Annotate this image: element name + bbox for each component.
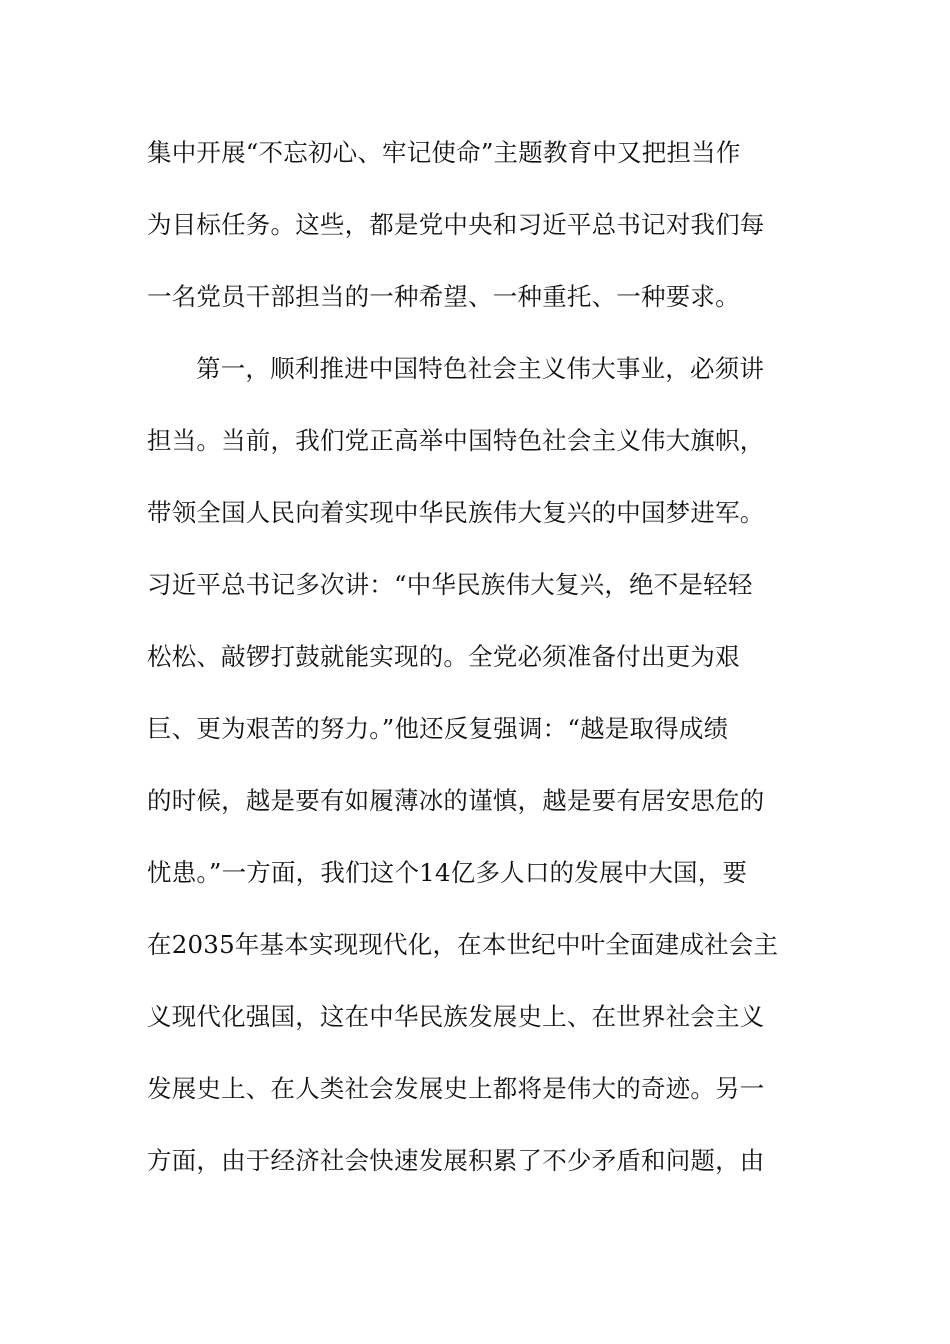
text-line: 松松、敲锣打鼓就能实现的。全党必须准备付出更为艰 <box>147 642 740 671</box>
text-line: 习近平总书记多次讲：“中华民族伟大复兴，绝不是轻轻 <box>147 570 753 599</box>
text-line: 为目标任务。这些，都是党中央和习近平总书记对我们每 <box>147 210 765 239</box>
text-line: 的时候，越是要有如履薄冰的谨慎，越是要有居安思危的 <box>147 786 765 815</box>
text-line: 巨、更为艰苦的努力。”他还反复强调：“越是取得成绩 <box>147 714 729 743</box>
text-line: 一名党员干部担当的一种希望、一种重托、一种要求。 <box>147 282 740 311</box>
text-line: 发展史上、在人类社会发展史上都将是伟大的奇迹。另一 <box>147 1074 765 1103</box>
text-line: 方面，由于经济社会快速发展积累了不少矛盾和问题，由 <box>147 1146 765 1175</box>
text-line: 忧患。”一方面，我们这个14亿多人口的发展中大国，要 <box>147 858 748 887</box>
text-line: 带领全国人民向着实现中华民族伟大复兴的中国梦进军。 <box>147 498 765 527</box>
body-text <box>147 126 807 1206</box>
text-line: 集中开展“不忘初心、牢记使命”主题教育中又把担当作 <box>147 138 741 167</box>
text-line: 义现代化强国，这在中华民族发展史上、在世界社会主义 <box>147 1002 765 1031</box>
text-line: 担当。当前，我们党正高举中国特色社会主义伟大旗帜， <box>147 426 765 455</box>
text-line: 在2035年基本实现现代化，在本世纪中叶全面建成社会主 <box>147 930 779 959</box>
paragraph-first-line: 第一，顺利推进中国特色社会主义伟大事业，必须讲 <box>196 354 765 383</box>
